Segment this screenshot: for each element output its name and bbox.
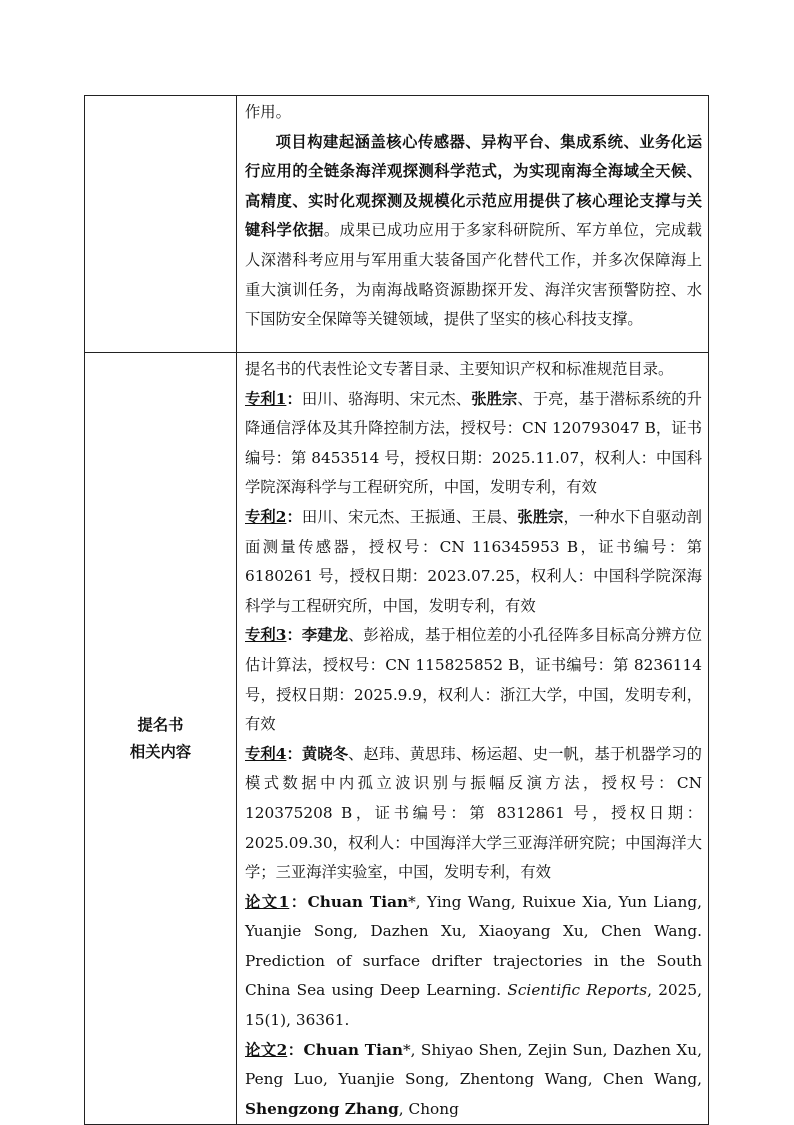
table-row <box>85 96 709 353</box>
item-authors: 田川、宋元杰、王振通、王晨、 <box>301 507 518 526</box>
item-highlight-author: Chuan Tian <box>307 892 409 911</box>
list-item-patent-2 <box>245 503 702 621</box>
item-colon: ： <box>287 1040 304 1059</box>
item-details: , Chong <box>398 1099 459 1118</box>
content-cell-summary <box>237 96 709 353</box>
list-item-patent-1 <box>245 385 702 503</box>
row-label-line2: 相关内容 <box>129 742 192 761</box>
item-colon: ： <box>286 389 302 408</box>
label-cell-empty <box>85 96 237 353</box>
item-details: ，一种水下自驱动剖面测量传感器，授权号：CN 116345953 B，证书编号：第 6180261 号，授权日期：2023.07.25，权利人：中国科学院深海科学与工程研究所，中国，发明专利，有效 <box>245 507 702 615</box>
item-details: *, Shiyao Shen, Zejin Sun, Dazhen Xu, Peng Luo, Yuanjie Song, Zhentong Wang, Chen Wang, <box>245 1040 702 1089</box>
item-colon: ： <box>286 507 302 526</box>
label-cell-nomination <box>85 353 237 1125</box>
item-details: 、于亮，基于潜标系统的升降通信浮体及其升降控制方法，授权号：CN 120793047 B，证书编号：第 8453514 号，授权日期：2025.11.07，权利人：中国科学院深海科学与工程研究所，中国，发明专利，有效 <box>245 389 702 497</box>
item-colon: ： <box>289 892 308 911</box>
item-highlight-author: 黄晓冬 <box>301 744 349 763</box>
item-tag: 专利2 <box>245 507 287 526</box>
item-highlight-author: 李建龙 <box>301 626 349 645</box>
item-tag: 论文1 <box>245 892 290 911</box>
summary-paragraph <box>245 128 702 335</box>
row-label-line1: 提名书 <box>137 715 184 734</box>
item-tag: 论文2 <box>245 1040 288 1059</box>
list-item-paper-1 <box>245 888 702 1036</box>
item-colon: ： <box>286 744 302 763</box>
item-details: 、赵玮、黄思玮、杨运超、史一帆，基于机器学习的模式数据中内孤立波识别与振幅反演方法，授权号：CN 120375208 B，证书编号：第 8312861 号，授权日期：2025.09.30，权利人：中国海洋大学三亚海洋研究院；中国海洋大学；三亚海洋实验室，中国，发明专利，有效 <box>245 744 702 882</box>
item-highlight-author: Chuan Tian <box>303 1040 404 1059</box>
item-highlight-author: 张胜宗 <box>471 389 518 408</box>
list-item-patent-4 <box>245 740 702 888</box>
list-item-patent-3 <box>245 621 702 739</box>
nomination-table <box>84 95 709 1125</box>
list-item-paper-2 <box>245 1036 702 1125</box>
item-tag: 专利4 <box>245 744 287 763</box>
item-journal: Scientific Reports <box>507 981 648 1000</box>
summary-bold-text: 项目构建起涵盖核心传感器、异构平台、集成系统、业务化运行应用的全链条海洋观探测科学范式，为实现南海全海域全天候、高精度、实时化观探测及规模化示范应用提供了核心理论支撑与关键科学依据 <box>245 132 702 240</box>
content-cell-list <box>237 353 709 1125</box>
item-tag: 专利1 <box>245 389 287 408</box>
continuation-line: 作用。 <box>245 103 291 121</box>
item-highlight-author: 张胜宗 <box>517 507 564 526</box>
list-intro: 提名书的代表性论文专著目录、主要知识产权和标准规范目录。 <box>245 360 674 378</box>
item-tag: 专利3 <box>245 626 287 645</box>
item-details: 、彭裕成，基于相位差的小孔径阵多目标高分辨方位估计算法，授权号：CN 115825852 B，证书编号：第 8236114 号，授权日期：2025.9.9，权利人：浙江大学，中国，发明专利，有效 <box>245 626 702 734</box>
summary-text: 。成果已成功应用于多家科研院所、军方单位，完成载人深潜科考应用与军用重大装备国产化替代工作，并多次保障海上重大演训任务，为南海战略资源勘探开发、海洋灾害预警防控、水下国防安全保障等关键领域，提供了坚实的核心科技支撑。 <box>245 221 702 329</box>
table-row <box>85 353 709 1125</box>
item-colon: ： <box>286 626 302 645</box>
item-authors: 田川、骆海明、宋元杰、 <box>301 389 472 408</box>
item-citation: , 2025, 15(1), 36361. <box>245 981 702 1030</box>
item-details: *, Ying Wang, Ruixue Xia, Yun Liang, Yuanjie Song, Dazhen Xu, Xiaoyang Xu, Chen Wang. Prediction of surface drifter trajectories in the South China Sea using Deep Learning. <box>245 892 702 1000</box>
item-highlight-author: Shengzong Zhang <box>245 1099 399 1118</box>
